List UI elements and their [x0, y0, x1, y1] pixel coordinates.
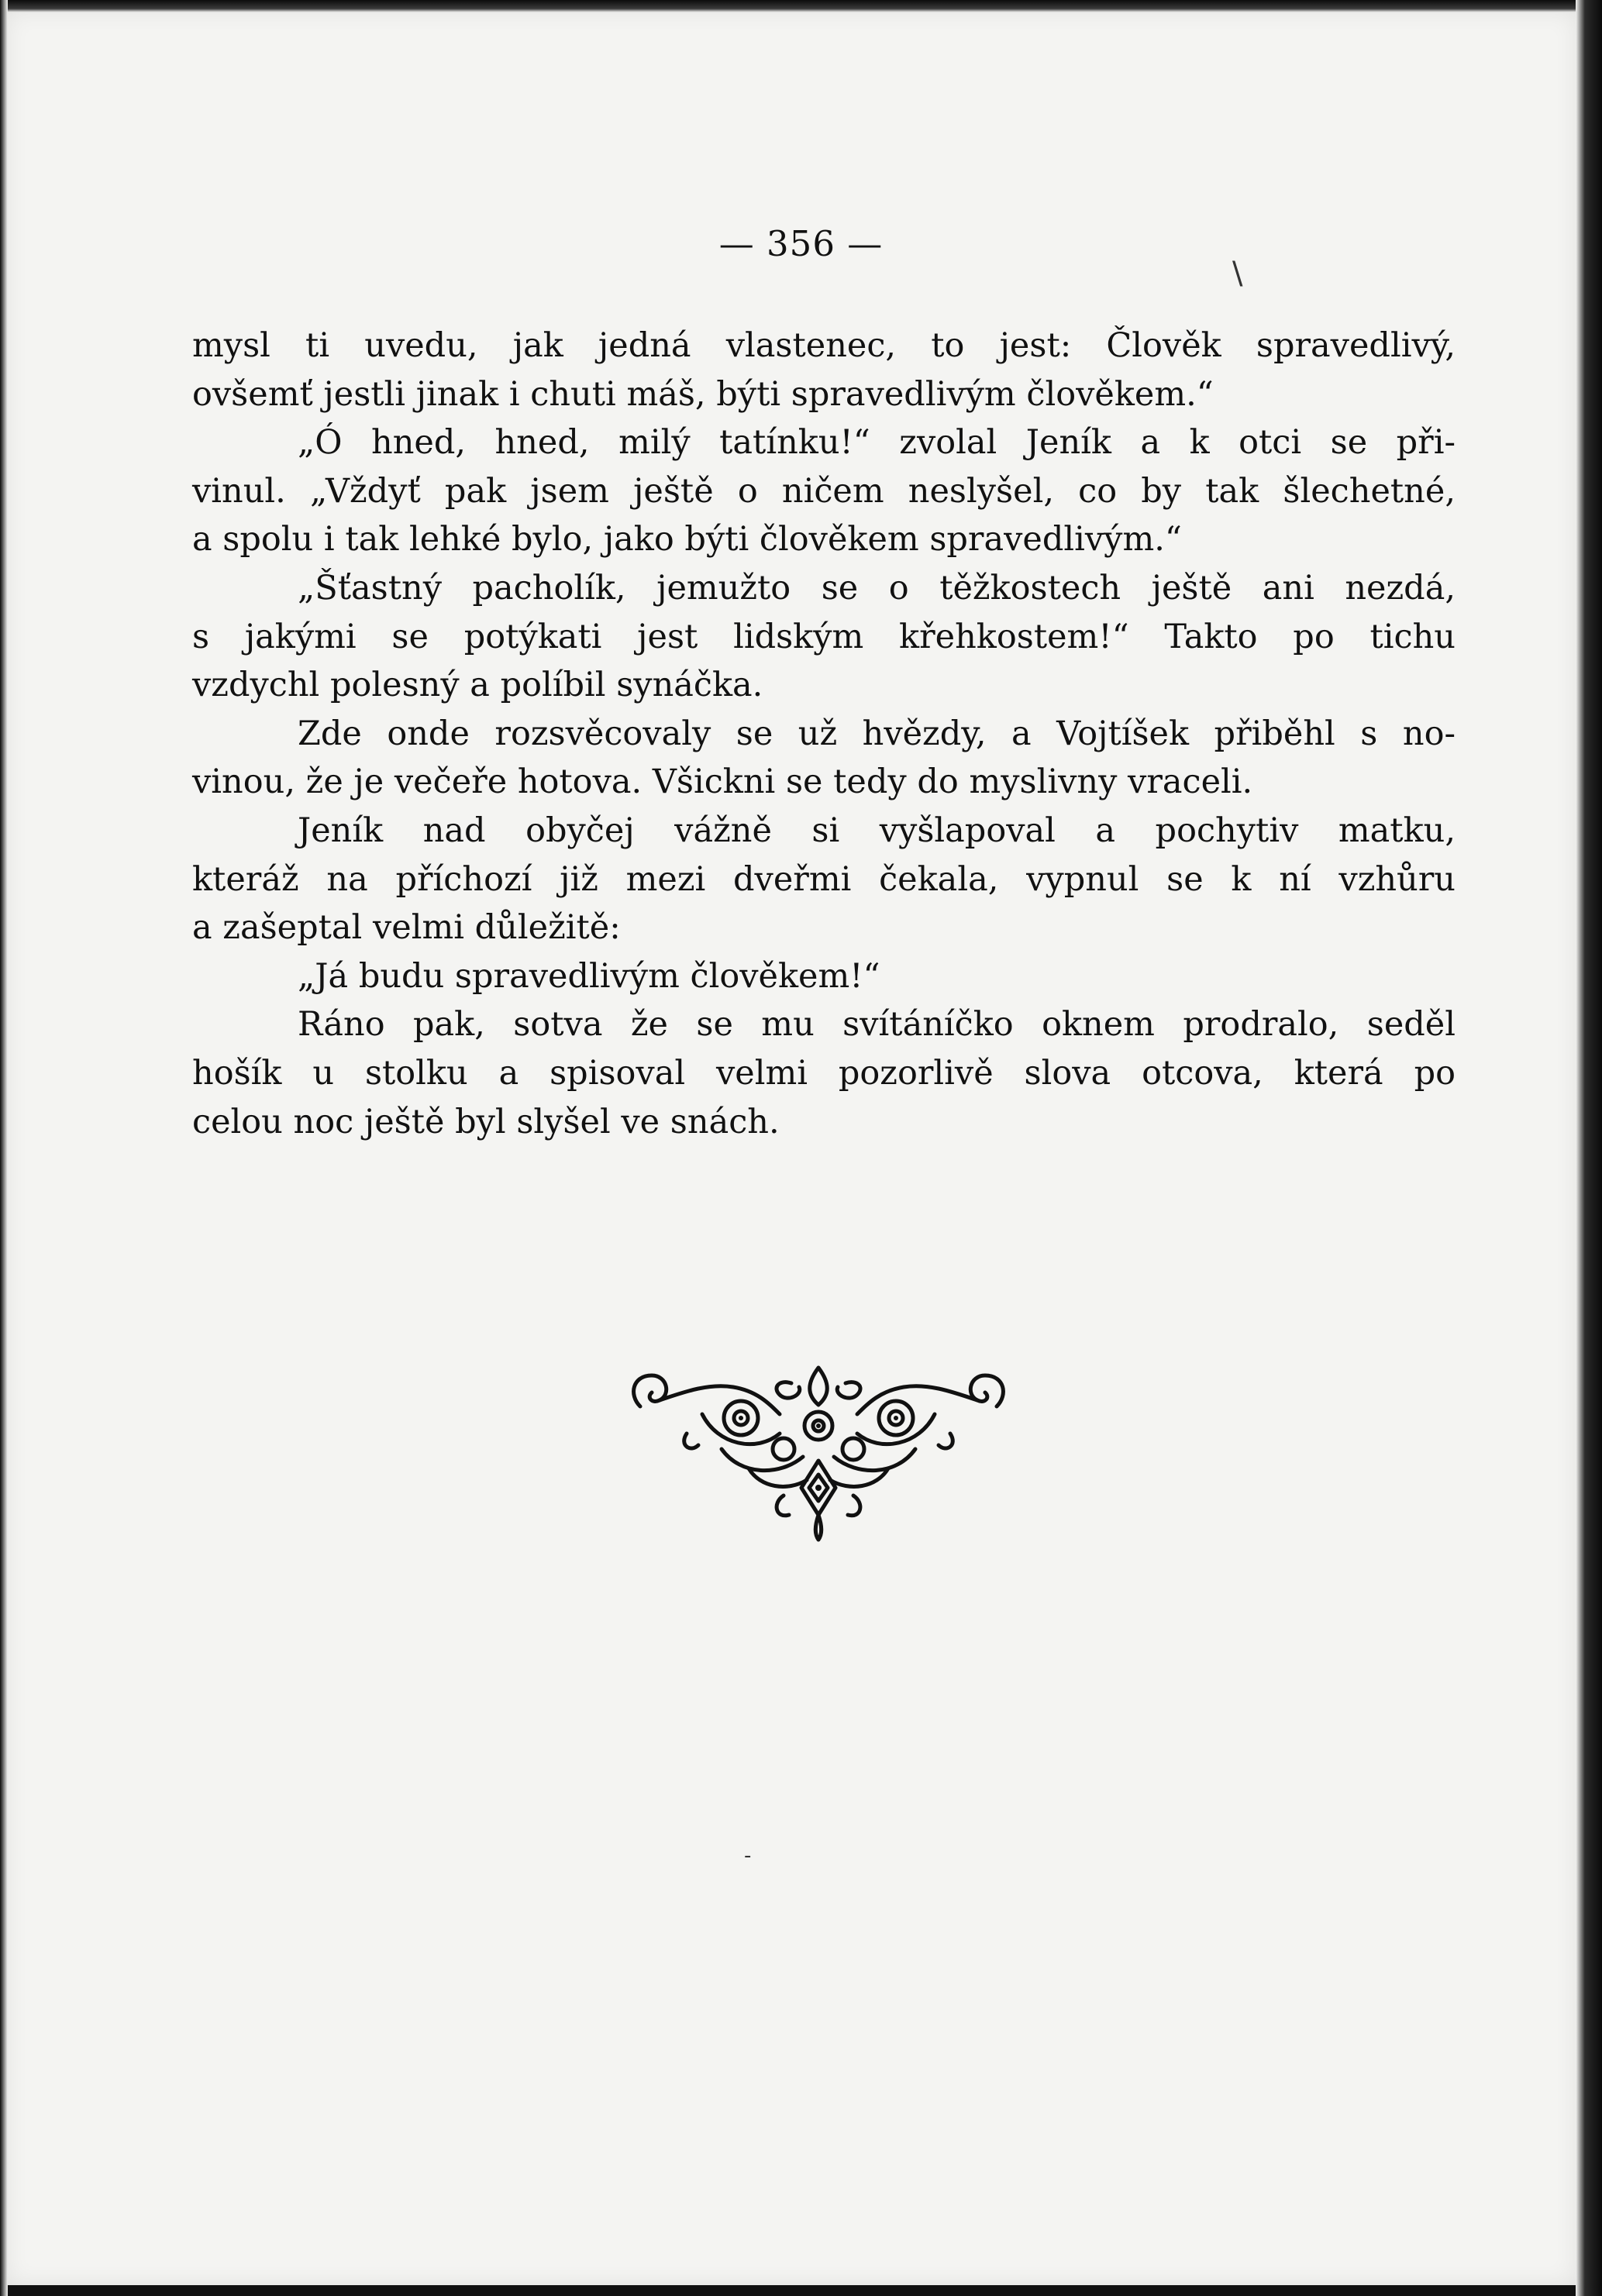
text-line: „Já budu spravedlivým člověkem!“ [298, 956, 880, 996]
text-line: vzdychl polesný a políbil synáčka. [192, 666, 763, 705]
scan-edge-left [0, 0, 8, 2296]
text-line: vinou, že je večeře hotova. Všickni se tedy do myslivny vraceli. [192, 762, 1253, 802]
scan-speck: - [744, 1844, 752, 1867]
text-line: a zašeptal velmi důležitě: [192, 908, 621, 948]
text-line: celou noc ještě byl slyšel ve snách. [192, 1102, 780, 1141]
text-line: Jeník nad obyčej vážně si vyšlapoval a pochytiv matku, [298, 811, 1456, 850]
text-line: vinul. „Vždyť pak jsem ještě o ničem neslyšel, co by tak šlechetné, [192, 471, 1456, 511]
text-line: Ráno pak, sotva že se mu svítáníčko oknem prodralo, seděl [298, 1005, 1456, 1045]
text-line: hošík u stolku a spisoval velmi pozorlivě slova otcova, která po [192, 1053, 1456, 1093]
scan-edge-top [0, 0, 1602, 12]
text-line: Zde onde rozsvěcovaly se už hvězdy, a Vojtíšek přiběhl s no- [298, 714, 1456, 753]
text-line: mysl ti uvedu, jak jedná vlastenec, to jest: Člověk spravedlivý, [192, 326, 1456, 365]
body-text [192, 322, 1456, 1146]
page-number: — 356 — [718, 223, 884, 264]
scan-speck: \ [1232, 256, 1243, 291]
text-line: kteráž na příchozí již mezi dveřmi čekala, vypnul se k ní vzhůru [192, 859, 1456, 899]
text-line: s jakými se potýkati jest lidským křehkostem!“ Takto po tichu [192, 617, 1456, 656]
text-line: a spolu i tak lehké bylo, jako býti člověkem spravedlivým.“ [192, 520, 1182, 559]
floral-tailpiece-ornament-icon [625, 1360, 1012, 1546]
text-line: „Ó hned, hned, milý tatínku!“ zvolal Jeník a k otci se při- [298, 423, 1456, 463]
text-line: ovšemť jestli jinak i chuti máš, býti spravedlivým člověkem.“ [192, 374, 1214, 414]
text-line: „Šťastný pacholík, jemužto se o těžkostech ještě ani nezdá, [298, 568, 1456, 608]
scan-edge-right [1576, 0, 1602, 2296]
